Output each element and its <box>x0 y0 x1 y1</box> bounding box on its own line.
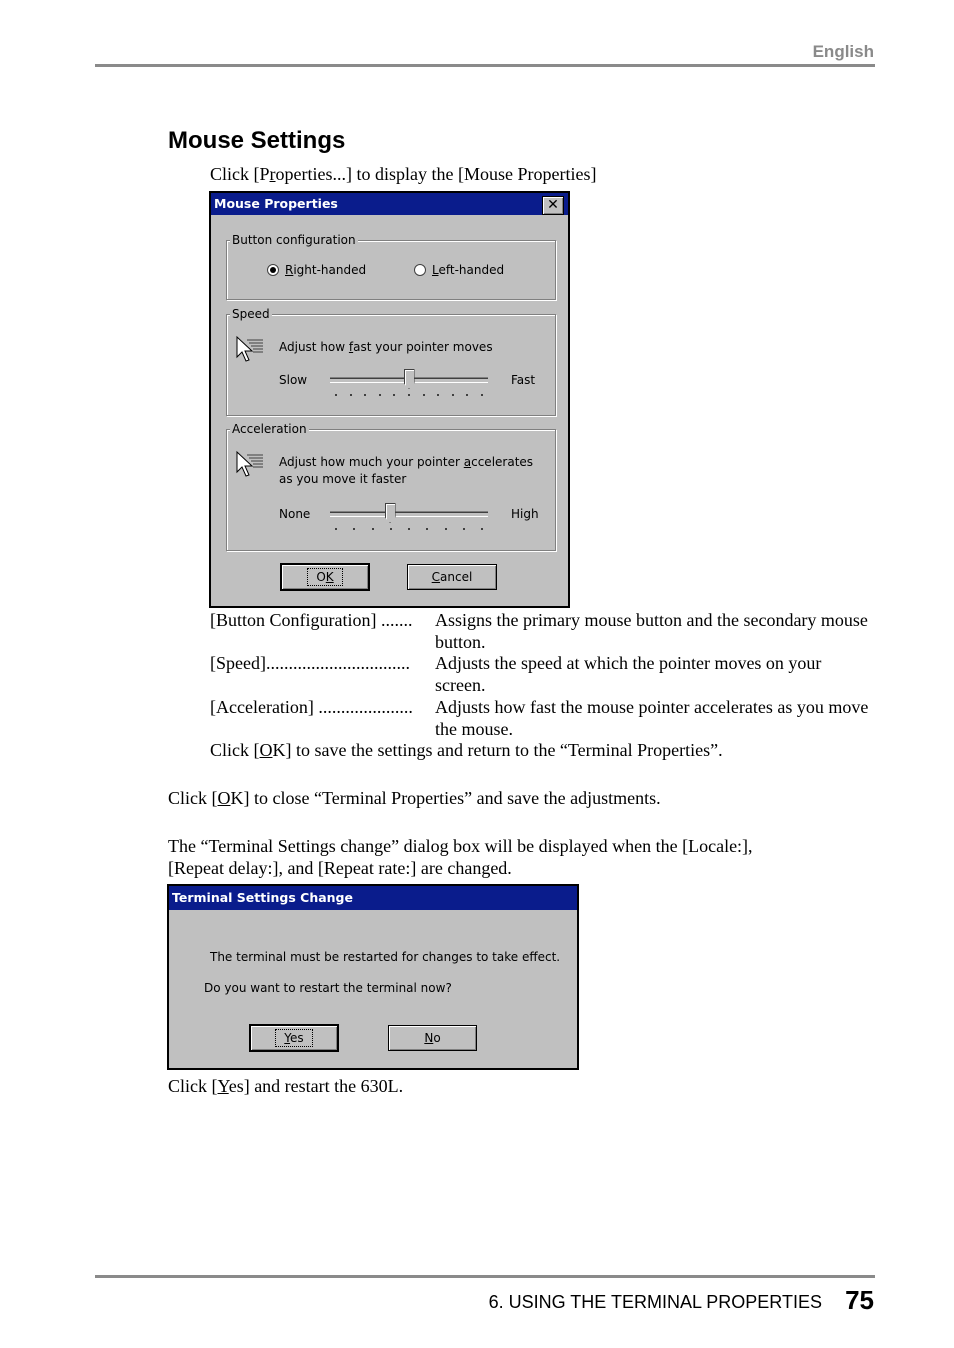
ok-button[interactable]: OK <box>281 564 369 590</box>
acceleration-max-label: High <box>511 507 539 521</box>
dialog-title: Mouse Properties <box>214 196 338 211</box>
terminal-settings-change-dialog <box>167 884 579 1070</box>
speed-group <box>226 307 556 416</box>
term-speed: [Speed]................................ <box>210 653 410 673</box>
cancel-button[interactable]: Cancel <box>407 564 497 590</box>
click-ok-terminal-text: Click [OK] to close “Terminal Properties” and save the adjustments. <box>168 788 661 808</box>
page-number: 75 <box>845 1285 874 1315</box>
term-button-configuration: [Button Configuration] ....... <box>210 610 413 630</box>
yes-button[interactable]: Yes <box>250 1025 338 1051</box>
restart-message: The terminal must be restarted for changes to take effect. <box>210 950 561 964</box>
def-button-configuration: Assigns the primary mouse button and the secondary mouse button. <box>435 610 868 652</box>
mouse-properties-dialog <box>209 191 570 608</box>
pointer-acceleration-icon <box>235 450 265 478</box>
acceleration-group <box>226 422 556 551</box>
dialog-title-bar <box>169 886 577 910</box>
acceleration-slider-track[interactable] <box>330 511 488 517</box>
acceleration-min-label: None <box>279 507 311 521</box>
intro-text: Click [Properties...] to display the [Mouse Properties] <box>210 164 597 184</box>
term-acceleration: [Acceleration] ..................... <box>210 697 413 717</box>
acceleration-description-line2: as you move it faster <box>279 472 407 486</box>
restart-question: Do you want to restart the terminal now? <box>204 981 452 995</box>
right-handed-radio[interactable] <box>267 264 279 276</box>
acceleration-description-line1: Adjust how much your pointer accelerates <box>279 455 534 469</box>
def-acceleration: Adjusts how fast the mouse pointer accelerates as you move the mouse. <box>435 697 869 739</box>
section-title: Mouse Settings <box>168 127 346 154</box>
no-button[interactable]: No <box>388 1025 477 1051</box>
button-configuration-group <box>226 233 556 300</box>
click-yes-text: Click [Yes] and restart the 630L. <box>168 1076 404 1096</box>
left-handed-radio[interactable] <box>414 264 426 276</box>
change-note-line1: The “Terminal Settings change” dialog box will be displayed when the [Locale:], <box>168 836 753 856</box>
dialog-title-bar <box>211 193 568 215</box>
acceleration-ticks <box>335 528 483 530</box>
dialog-title: Terminal Settings Change <box>172 890 353 905</box>
right-handed-label[interactable]: Right-handed <box>285 263 367 277</box>
close-button[interactable]: ✕ <box>542 196 564 215</box>
footer-chapter: 6. USING THE TERMINAL PROPERTIES <box>488 1292 822 1312</box>
speed-max-label: Fast <box>511 373 536 387</box>
def-speed: Adjusts the speed at which the pointer moves on your screen. <box>435 653 822 695</box>
header-rule <box>95 64 875 67</box>
group-legend: Speed <box>232 307 270 321</box>
pointer-speed-icon <box>235 335 265 363</box>
speed-min-label: Slow <box>279 373 308 387</box>
footer-rule <box>95 1275 875 1278</box>
speed-slider-thumb[interactable] <box>404 369 415 389</box>
group-legend: Acceleration <box>232 422 307 436</box>
header-language: English <box>812 42 874 61</box>
change-note-line2: [Repeat delay:], and [Repeat rate:] are changed. <box>168 858 512 878</box>
speed-description: Adjust how fast your pointer moves <box>279 340 493 354</box>
speed-ticks <box>335 394 483 396</box>
left-handed-label[interactable]: Left-handed <box>432 263 505 277</box>
acceleration-slider-thumb[interactable] <box>385 503 396 523</box>
group-legend: Button configuration <box>232 233 356 247</box>
click-ok-mouse-text: Click [OK] to save the settings and return to the “Terminal Properties”. <box>210 740 723 760</box>
